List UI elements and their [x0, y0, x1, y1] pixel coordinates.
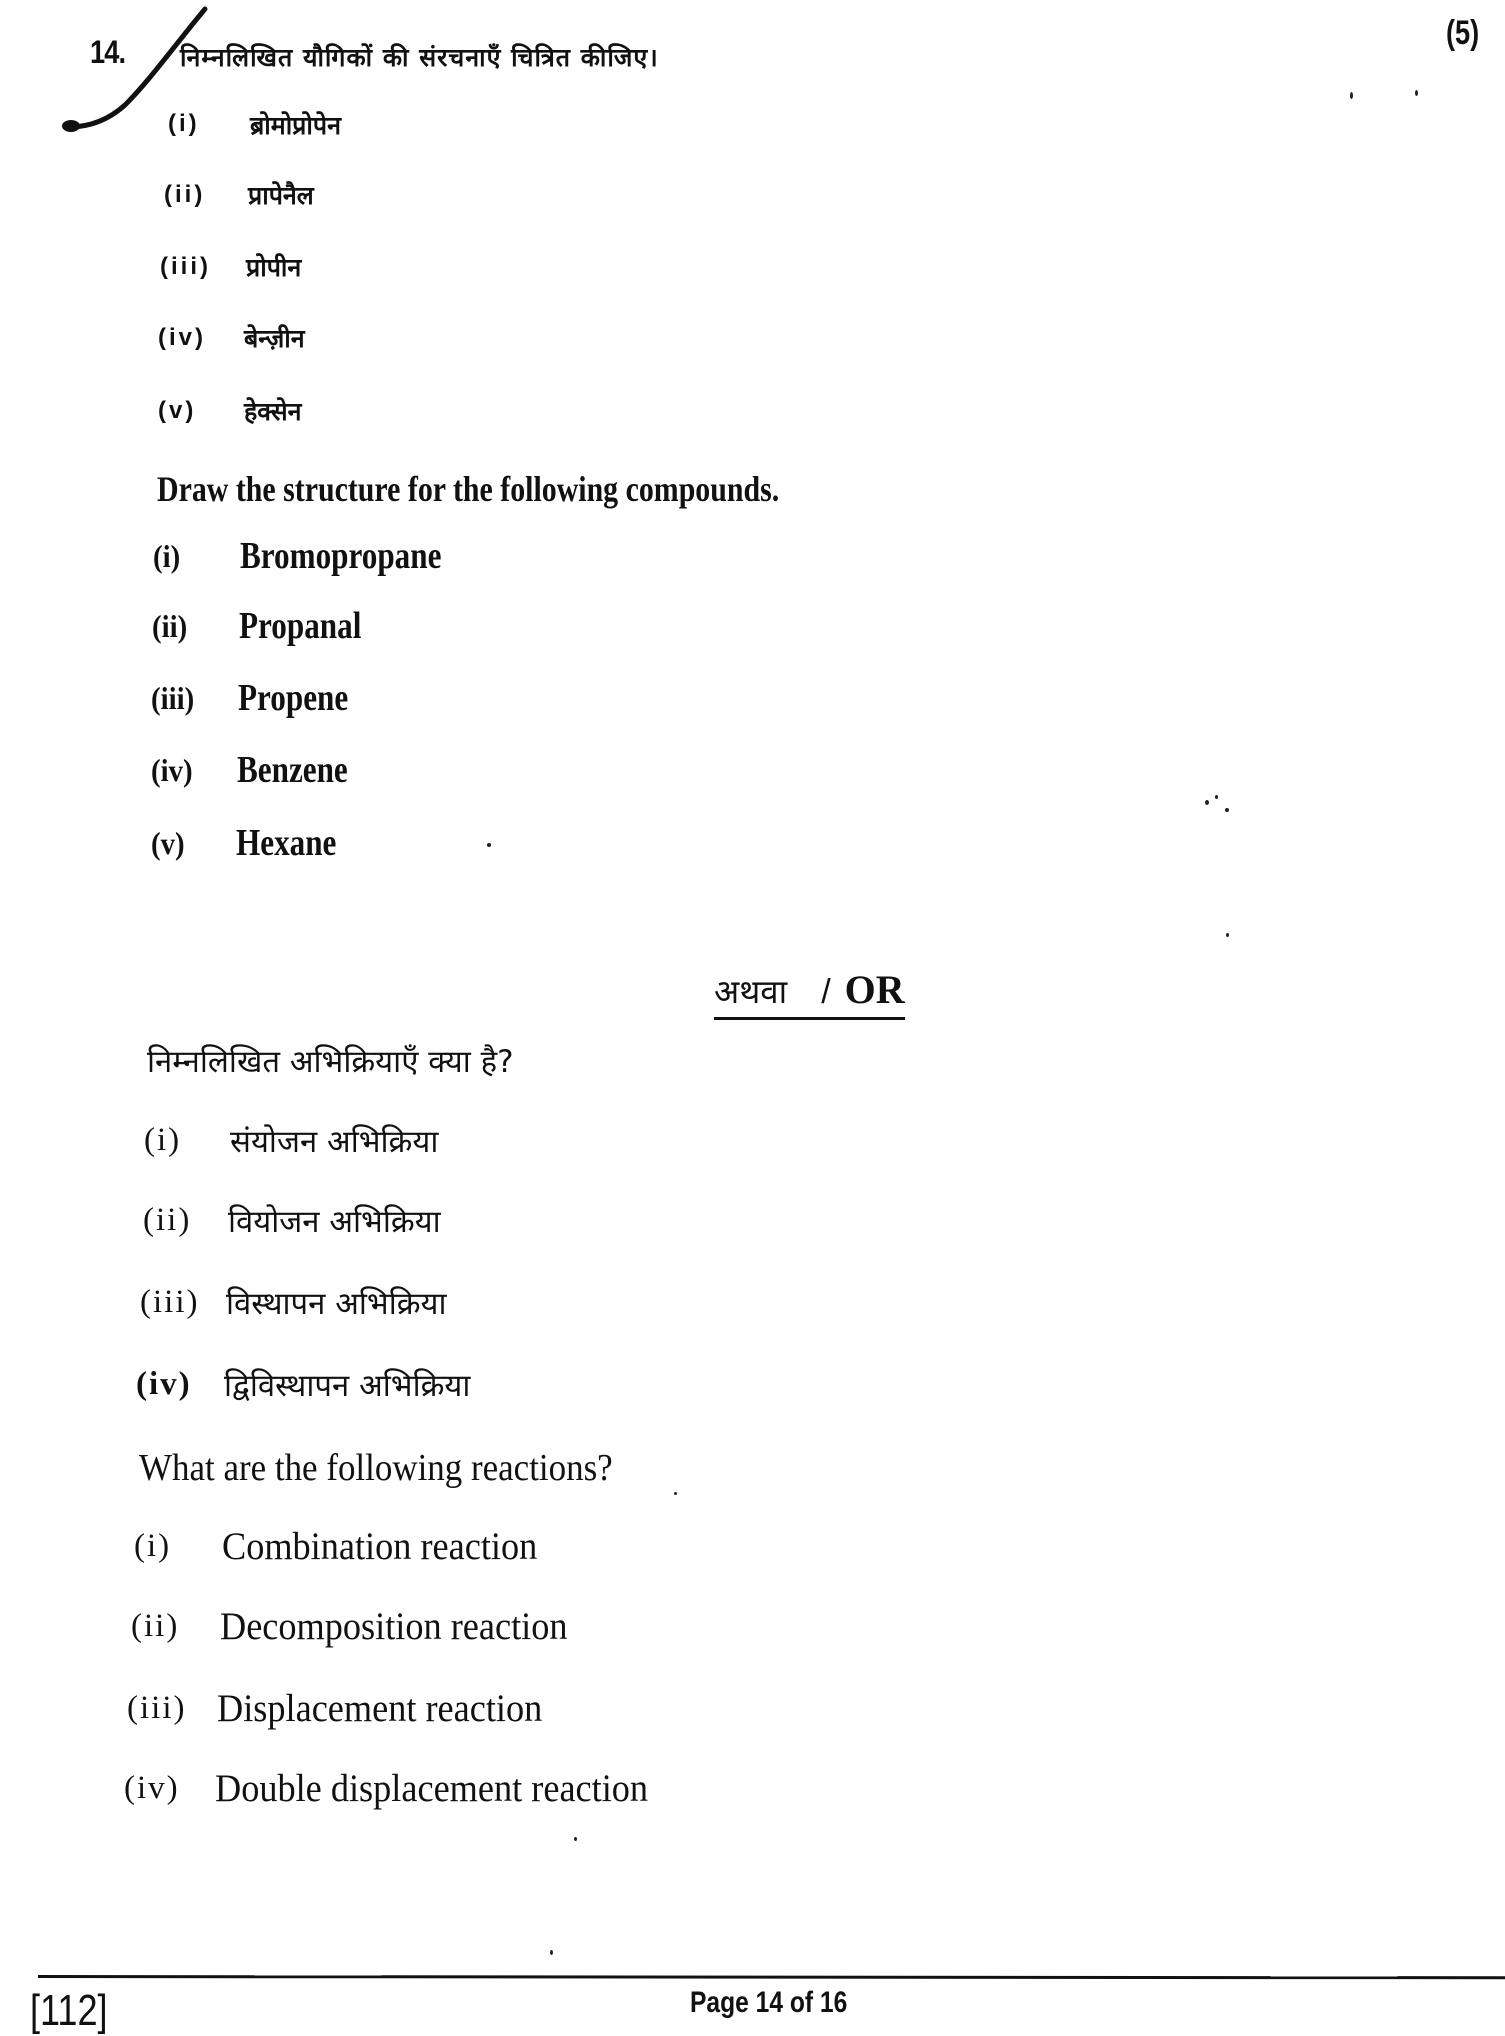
english-reaction-label: (iv)	[124, 1770, 180, 1806]
item-label: (iv)	[158, 324, 206, 351]
scan-speck	[1215, 795, 1218, 799]
english-reaction-text: Double displacement reaction	[215, 1767, 649, 1810]
hindi-reaction-text: विस्थापन अभिक्रिया	[226, 1286, 447, 1322]
hindi-reaction-label: (iv)	[136, 1366, 192, 1402]
scan-speck	[487, 843, 491, 847]
hindi-reaction-label: (iii)	[140, 1284, 200, 1320]
english-reaction-label: (iii)	[127, 1690, 187, 1726]
hindi-compound-text: बेन्ज़ीन	[244, 324, 305, 353]
english-question-prompt: Draw the structure for the following compounds.	[157, 469, 780, 509]
hindi-reaction-label: (ii)	[143, 1202, 192, 1238]
page-number: Page 14 of 16	[690, 1986, 848, 2019]
or-hindi: अथवा	[714, 972, 788, 1011]
or-divider-heading	[714, 966, 905, 1020]
scan-speck	[574, 1837, 577, 1841]
english-compound-label: (i)	[153, 538, 181, 574]
or-slash: /	[821, 973, 831, 1011]
english-compound-text: Hexane	[236, 822, 337, 864]
english-compound-label: (iii)	[151, 680, 195, 716]
scan-speck	[1415, 90, 1418, 96]
english-compound-label: (ii)	[152, 608, 188, 644]
hindi-question-prompt: निम्नलिखित यौगिकों की संरचनाएँ चित्रित कीजिए।	[180, 43, 659, 72]
hindi-reaction-text: संयोजन अभिक्रिया	[230, 1124, 439, 1160]
question-number: 14.	[90, 34, 126, 70]
english-reaction-label: (ii)	[131, 1608, 180, 1644]
english-compound-label: (iv)	[151, 752, 193, 788]
scan-speck	[550, 1950, 553, 1955]
hindi-compound-text: हेक्सेन	[244, 397, 302, 426]
footer-divider	[38, 1975, 1505, 1979]
hindi-reaction-label: (i)	[144, 1122, 182, 1158]
english-compound-text: Bromopropane	[240, 535, 442, 577]
english-alternative-prompt: What are the following reactions?	[139, 1447, 613, 1489]
hindi-compound-item	[160, 253, 211, 281]
hindi-alternative-prompt: निम्नलिखित अभिक्रियाएँ क्या है?	[147, 1044, 514, 1080]
hindi-reaction-text: द्विविस्थापन अभिक्रिया	[224, 1368, 471, 1404]
item-label: (iii)	[160, 253, 211, 280]
hindi-reaction-text: वियोजन अभिक्रिया	[228, 1204, 441, 1240]
hindi-compound-item	[168, 110, 200, 138]
item-label: (i)	[168, 110, 200, 137]
hindi-compound-item	[158, 397, 196, 425]
english-reaction-text: Decomposition reaction	[220, 1605, 568, 1648]
scan-speck	[674, 1492, 677, 1495]
item-label: (ii)	[164, 181, 206, 208]
english-reaction-text: Displacement reaction	[217, 1687, 543, 1730]
english-compound-text: Propanal	[239, 605, 362, 647]
hindi-compound-item	[158, 324, 206, 352]
scan-speck	[1205, 800, 1209, 805]
hindi-compound-text: प्रोपीन	[246, 253, 302, 282]
hindi-compound-text: प्रापेनैल	[248, 181, 314, 210]
scan-speck	[1225, 808, 1229, 812]
question-marks: (5)	[1446, 14, 1480, 52]
item-label: (v)	[158, 397, 197, 424]
english-reaction-label: (i)	[134, 1528, 172, 1564]
hindi-compound-text: ब्रोमोप्रोपेन	[250, 111, 341, 140]
english-reaction-text: Combination reaction	[222, 1525, 538, 1568]
scan-speck	[1350, 92, 1353, 99]
english-compound-text: Propene	[238, 677, 349, 719]
paper-code: [112]	[30, 1986, 108, 2035]
english-compound-label: (v)	[151, 825, 185, 861]
english-compound-text: Benzene	[237, 749, 348, 791]
or-english: OR	[844, 967, 905, 1012]
hindi-compound-item	[164, 181, 205, 209]
scan-speck	[1226, 933, 1229, 937]
